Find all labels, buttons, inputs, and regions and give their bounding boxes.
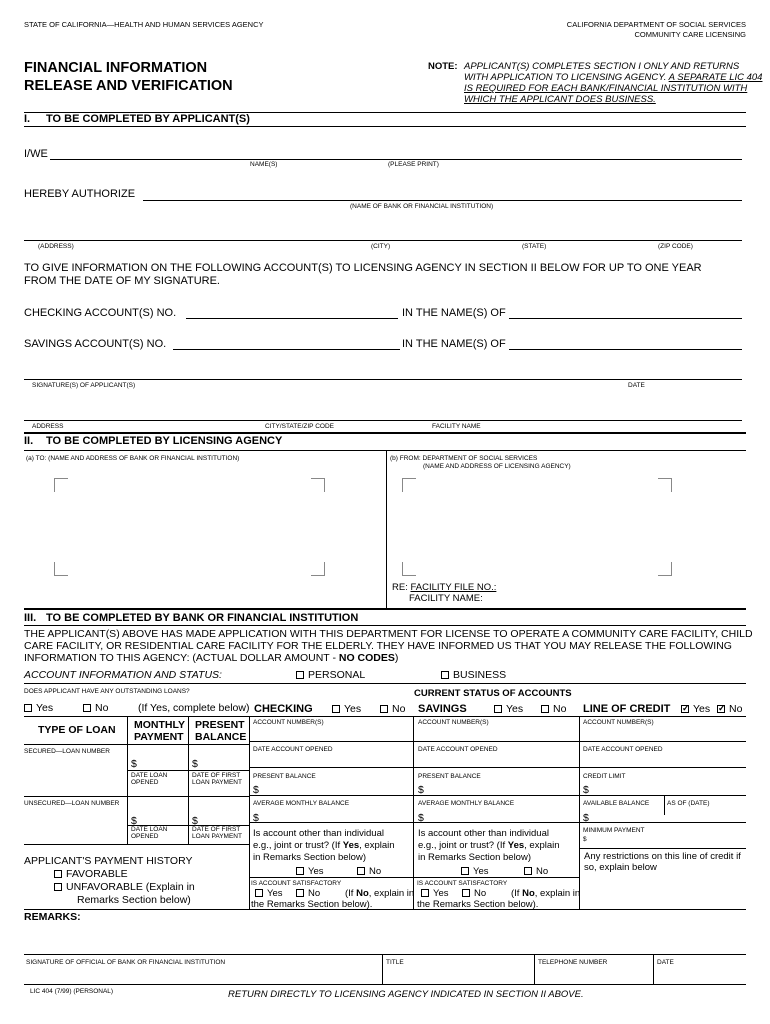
savings-other-line3: in Remarks Section below)	[418, 852, 531, 863]
checkbox-icon	[357, 867, 365, 875]
secured-balance-dollar[interactable]: $	[192, 758, 198, 770]
present-heading: PRESENT	[195, 719, 245, 731]
applicant-signature-field[interactable]	[24, 379, 742, 380]
bank-name-field[interactable]	[143, 200, 742, 201]
section2-number: II.	[24, 435, 34, 447]
savings-other-line2: e.g., joint or trust? (If Yes, explain	[418, 840, 560, 851]
savings-remarks-note: the Remarks Section below).	[417, 899, 539, 910]
balance-heading: BALANCE	[195, 731, 247, 743]
unsecured-payment-dollar[interactable]: $	[131, 815, 137, 827]
checking-heading: CHECKING	[254, 703, 313, 715]
checkbox-icon	[421, 889, 429, 897]
note-label: NOTE:	[428, 61, 458, 72]
note-line2: WITH APPLICATION TO LICENSING AGENCY. A SEPARATE LIC 404	[464, 72, 763, 83]
names-field[interactable]	[50, 159, 742, 160]
checkbox-icon	[441, 671, 449, 679]
credit-no-checkbox[interactable]: ✓ No	[717, 703, 742, 715]
checkbox-checked-icon	[681, 705, 689, 713]
checking-present-balance: PRESENT BALANCE	[253, 773, 316, 780]
checkbox-icon	[332, 705, 340, 713]
credit-date-opened: DATE ACCOUNT OPENED	[583, 746, 663, 753]
checking-if-no: (If No, explain in	[345, 888, 415, 899]
checking-other-no[interactable]: No	[357, 866, 381, 877]
remarks-label: REMARKS:	[24, 911, 81, 923]
telephone-caption: TELEPHONE NUMBER	[538, 959, 608, 966]
address-caption: (ADDRESS)	[38, 243, 74, 250]
checking-owner-field[interactable]	[509, 318, 742, 319]
savings-if-no: (If No, explain in	[511, 888, 581, 899]
names-caption: NAME(S)	[250, 161, 278, 168]
agency-header: STATE OF CALIFORNIA—HEALTH AND HUMAN SERVICES AGENCY	[24, 20, 264, 29]
checking-other-line1: Is account other than individual	[253, 828, 384, 839]
type-of-loan-heading: TYPE OF LOAN	[38, 724, 116, 736]
iwe-label: I/WE	[24, 148, 48, 160]
credit-account-numbers: ACCOUNT NUMBER(S)	[583, 719, 654, 726]
savings-no-checkbox[interactable]: No	[541, 703, 566, 715]
savings-heading: SAVINGS	[418, 703, 467, 715]
unfavorable-note: Remarks Section below)	[77, 894, 191, 906]
checking-other-yes[interactable]: Yes	[296, 866, 324, 877]
unsecured-first-payment: DATE OF FIRST LOAN PAYMENT	[192, 826, 242, 840]
note-line3: IS REQUIRED FOR EACH BANK/FINANCIAL INSTITUTION WITH	[464, 83, 748, 94]
form-title-line1: FINANCIAL INFORMATION	[24, 60, 208, 76]
checking-account-label: CHECKING ACCOUNT(S) NO.	[24, 307, 177, 319]
section3-number: III.	[24, 612, 37, 624]
savings-in-name-label: IN THE NAME(S) OF	[402, 338, 506, 350]
checkbox-icon	[296, 671, 304, 679]
checkbox-icon	[54, 870, 62, 878]
loans-no-checkbox[interactable]: No	[83, 702, 108, 714]
section3-para-line2: CARE FACILITY, OR RESIDENTIAL CARE FACILITY FOR THE ELDERLY. THEY HAVE INFORMED US THAT YOU MAY RELEASE THE FOLLOWING	[24, 640, 732, 652]
checking-yes-checkbox[interactable]: Yes	[332, 703, 361, 715]
official-signature-caption: SIGNATURE OF OFFICIAL OF BANK OR FINANCIAL INSTITUTION	[26, 959, 226, 966]
unsecured-date-opened: DATE LOAN OPENED	[131, 826, 168, 840]
savings-satisfactory-yes[interactable]: Yes	[421, 888, 449, 899]
secured-date-opened: DATE LOAN OPENED	[131, 772, 168, 786]
checkbox-icon	[462, 889, 470, 897]
checking-avg-balance: AVERAGE MONTHLY BALANCE	[253, 800, 350, 807]
return-note: RETURN DIRECTLY TO LICENSING AGENCY INDICATED IN SECTION II ABOVE.	[228, 989, 584, 1000]
checkbox-icon	[541, 705, 549, 713]
secured-payment-dollar[interactable]: $	[131, 758, 137, 770]
checking-account-numbers: ACCOUNT NUMBER(S)	[253, 719, 324, 726]
checkbox-icon	[524, 867, 532, 875]
checkbox-icon	[296, 889, 304, 897]
payment-history-label: APPLICANT'S PAYMENT HISTORY	[24, 855, 193, 867]
restrictions-line2: so, explain below	[584, 862, 657, 873]
available-balance-label: AVAILABLE BALANCE	[583, 800, 650, 807]
savings-yes-checkbox[interactable]: Yes	[494, 703, 523, 715]
section1-number: I.	[24, 113, 31, 125]
current-status-label: CURRENT STATUS OF ACCOUNTS	[414, 688, 572, 699]
credit-limit-label: CREDIT LIMIT	[583, 773, 626, 780]
savings-account-label: SAVINGS ACCOUNT(S) NO.	[24, 338, 167, 350]
facility-name-label: FACILITY NAME:	[409, 593, 483, 604]
checking-other-line2: e.g., joint or trust? (If Yes, explain	[253, 840, 395, 851]
to-bank-caption: (a) TO: (NAME AND ADDRESS OF BANK OR FINANCIAL INSTITUTION)	[26, 455, 240, 462]
from-sub-caption: (NAME AND ADDRESS OF LICENSING AGENCY)	[423, 463, 571, 470]
section1-heading: TO BE COMPLETED BY APPLICANT(S)	[46, 113, 250, 125]
checking-account-field[interactable]	[186, 318, 398, 319]
minimum-payment-label: MINIMUM PAYMENT	[583, 827, 645, 834]
minimum-payment-dollar[interactable]: $	[583, 836, 587, 843]
checkbox-checked-icon	[717, 705, 725, 713]
checking-satisfactory-yes[interactable]: Yes	[255, 888, 283, 899]
checking-satisfactory-label: IS ACCOUNT SATISFACTORY	[251, 880, 342, 887]
checking-remarks-note: the Remarks Section below).	[251, 899, 373, 910]
savings-avg-balance: AVERAGE MONTHLY BALANCE	[418, 800, 515, 807]
savings-other-line1: Is account other than individual	[418, 828, 549, 839]
checking-other-line3: in Remarks Section below)	[253, 852, 366, 863]
checkbox-icon	[24, 704, 32, 712]
savings-date-opened: DATE ACCOUNT OPENED	[418, 746, 498, 753]
secured-first-payment: DATE OF FIRST LOAN PAYMENT	[192, 772, 242, 786]
note-line4: WHICH THE APPLICANT DOES BUSINESS.	[464, 94, 656, 105]
as-of-date-label: AS OF (DATE)	[667, 800, 710, 807]
signature-caption: SIGNATURE(S) OF APPLICANT(S)	[32, 382, 136, 389]
checking-avg-dollar[interactable]: $	[253, 812, 259, 824]
re-label: RE: FACILITY FILE NO.:	[392, 582, 497, 593]
title-caption: TITLE	[386, 959, 404, 966]
section3-heading: TO BE COMPLETED BY BANK OR FINANCIAL INSTITUTION	[46, 612, 359, 624]
please-print-caption: (PLEASE PRINT)	[388, 161, 439, 168]
checking-no-checkbox[interactable]: No	[380, 703, 405, 715]
checking-in-name-label: IN THE NAME(S) OF	[402, 307, 506, 319]
from-caption: (b) FROM: DEPARTMENT OF SOCIAL SERVICES	[390, 455, 538, 462]
loans-question: DOES APPLICANT HAVE ANY OUTSTANDING LOANS?	[24, 688, 190, 695]
unsecured-balance-dollar[interactable]: $	[192, 815, 198, 827]
available-balance-dollar[interactable]: $	[583, 812, 589, 824]
checkbox-icon	[255, 889, 263, 897]
unfavorable-checkbox[interactable]: UNFAVORABLE (Explain in	[54, 881, 195, 893]
loans-yes-checkbox[interactable]: Yes	[24, 702, 53, 714]
unsecured-label: UNSECURED—LOAN NUMBER	[24, 800, 120, 807]
zip-caption: (ZIP CODE)	[658, 243, 693, 250]
savings-satisfactory-no[interactable]: No	[462, 888, 486, 899]
restrictions-line1: Any restrictions on this line of credit if	[584, 851, 741, 862]
facility-name-caption: FACILITY NAME	[432, 423, 481, 430]
official-date-caption: DATE	[657, 959, 674, 966]
checkbox-icon	[296, 867, 304, 875]
savings-account-field[interactable]	[173, 349, 400, 350]
department-header: CALIFORNIA DEPARTMENT OF SOCIAL SERVICES	[566, 20, 746, 29]
state-caption: (STATE)	[522, 243, 547, 250]
checkbox-icon	[83, 704, 91, 712]
section3-para-line3: INFORMATION TO THIS AGENCY: (ACTUAL DOLLAR AMOUNT - NO CODES)	[24, 652, 399, 664]
business-checkbox[interactable]: BUSINESS	[441, 669, 506, 681]
bank-address-field[interactable]	[24, 240, 742, 241]
checking-balance-dollar[interactable]: $	[253, 784, 259, 796]
division-header: COMMUNITY CARE LICENSING	[634, 30, 746, 39]
credit-yes-checkbox[interactable]: ✓ Yes	[681, 703, 710, 715]
date-caption: DATE	[628, 382, 645, 389]
city-state-zip-caption: CITY/STATE/ZIP CODE	[265, 423, 334, 430]
savings-other-no[interactable]: No	[524, 866, 548, 877]
account-info-label: ACCOUNT INFORMATION AND STATUS:	[24, 669, 222, 681]
monthly-heading: MONTHLY	[134, 719, 185, 731]
give-info-line1: TO GIVE INFORMATION ON THE FOLLOWING ACCOUNT(S) TO LICENSING AGENCY IN SECTION II BELOW FOR UP TO ONE YEAR	[24, 262, 702, 274]
savings-balance-dollar[interactable]: $	[418, 784, 424, 796]
city-caption: (CITY)	[371, 243, 391, 250]
savings-other-yes[interactable]: Yes	[461, 866, 489, 877]
if-yes-note: (If Yes, complete below)	[138, 702, 250, 714]
checkbox-icon	[54, 883, 62, 891]
payment-heading: PAYMENT	[134, 731, 184, 743]
savings-satisfactory-label: IS ACCOUNT SATISFACTORY	[417, 880, 508, 887]
give-info-line2: FROM THE DATE OF MY SIGNATURE.	[24, 275, 220, 287]
section2-heading: TO BE COMPLETED BY LICENSING AGENCY	[46, 435, 283, 447]
savings-owner-field[interactable]	[509, 349, 742, 350]
address2-caption: ADDRESS	[32, 423, 64, 430]
note-line1: APPLICANT(S) COMPLETES SECTION I ONLY AND RETURNS	[464, 61, 740, 72]
checkbox-icon	[494, 705, 502, 713]
favorable-checkbox[interactable]: FAVORABLE	[54, 868, 128, 880]
savings-avg-dollar[interactable]: $	[418, 812, 424, 824]
section3-para-line1: THE APPLICANT(S) ABOVE HAS MADE APPLICATION WITH THIS DEPARTMENT FOR LICENSE TO OPERATE A COMMUNITY CARE FACILITY, CHILD	[24, 628, 753, 640]
line-of-credit-heading: LINE OF CREDIT	[583, 703, 671, 715]
secured-label: SECURED—LOAN NUMBER	[24, 748, 110, 755]
checkbox-icon	[380, 705, 388, 713]
checkbox-icon	[461, 867, 469, 875]
personal-checkbox[interactable]: PERSONAL	[296, 669, 365, 681]
credit-limit-dollar[interactable]: $	[583, 784, 589, 796]
savings-account-numbers: ACCOUNT NUMBER(S)	[418, 719, 489, 726]
bank-name-caption: (NAME OF BANK OR FINANCIAL INSTITUTION)	[350, 203, 494, 210]
form-id: LIC 404 (7/99) (PERSONAL)	[30, 988, 114, 995]
form-title-line2: RELEASE AND VERIFICATION	[24, 78, 233, 94]
applicant-address-field[interactable]	[24, 420, 742, 421]
checking-satisfactory-no[interactable]: No	[296, 888, 320, 899]
authorize-label: HEREBY AUTHORIZE	[24, 188, 136, 200]
checking-date-opened: DATE ACCOUNT OPENED	[253, 746, 333, 753]
savings-present-balance: PRESENT BALANCE	[418, 773, 481, 780]
